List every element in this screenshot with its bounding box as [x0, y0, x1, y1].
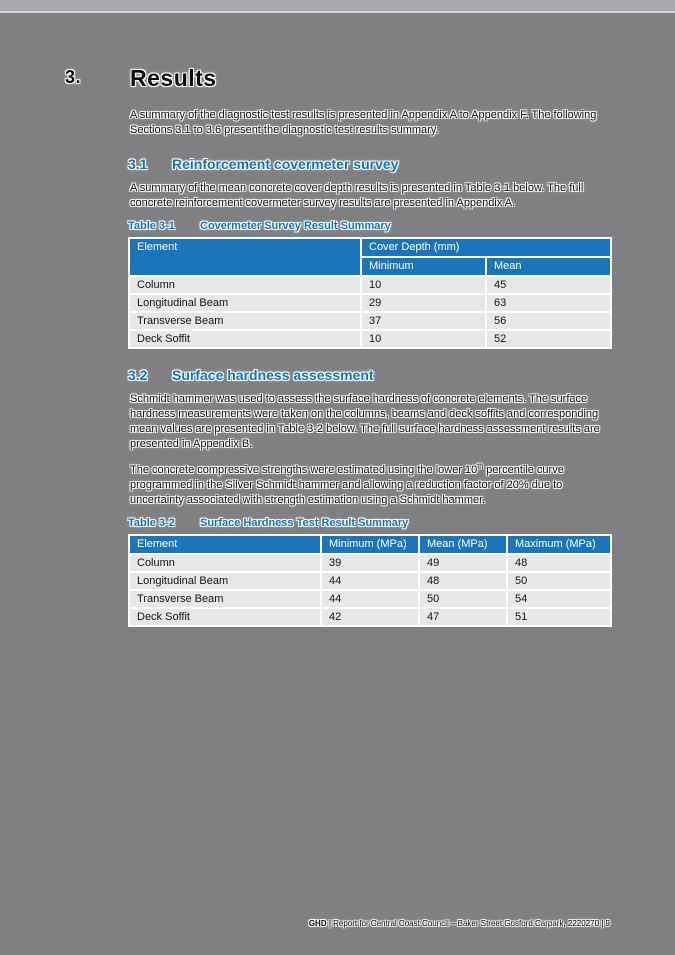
column-header-minimum: Minimum (MPa)	[321, 535, 419, 554]
table-cell: Column	[129, 276, 361, 294]
table-header-row	[129, 238, 611, 257]
table-row	[129, 554, 611, 572]
column-header-element: Element	[129, 238, 361, 276]
table-row	[129, 294, 611, 312]
section-3-2-title: Surface hardness assessment	[172, 367, 374, 383]
surface-hardness-table	[128, 534, 612, 627]
paragraph-text: percentile curve programmed in the Silver Schmidt hammer and allowing a reduction factor of 20% due to uncertainty associated with strength estimation using a Schmidt hammer.	[130, 464, 564, 506]
footer-brand: GHD	[308, 919, 327, 928]
table-cell: 47	[419, 608, 507, 626]
footer-text: | Report for Central Coast Council – Baker Street Gosford Carpark, 2220270 | 9	[326, 919, 610, 928]
table-cell: Deck Soffit	[129, 608, 321, 626]
table-cell: Column	[129, 554, 321, 572]
table-3-2-caption	[128, 517, 610, 529]
table-cell: 37	[361, 312, 486, 330]
section-3-2-heading	[128, 367, 610, 383]
table-3-2-caption-title: Surface Hardness Test Result Summary	[200, 517, 409, 529]
table-cell: 52	[486, 330, 611, 348]
table-cell: 50	[507, 572, 611, 590]
section-3-1-number: 3.1	[128, 156, 148, 172]
section-3-1-paragraph: A summary of the mean concrete cover depth results is presented in Table 3-1 below. The full concrete reinforcement covermeter survey results are presented in Appendix A.	[130, 182, 584, 209]
table-cell: 45	[486, 276, 611, 294]
page-top-strip	[0, 0, 675, 13]
section-3-1-heading	[128, 156, 610, 172]
table-3-1-caption-title: Covermeter Survey Result Summary	[200, 220, 391, 232]
table-cell: 50	[419, 590, 507, 608]
table-3-2-caption-label: Table 3-2	[128, 517, 175, 529]
section-3-2-number: 3.2	[128, 367, 148, 383]
table-header-row	[129, 535, 611, 554]
column-header-element: Element	[129, 535, 321, 554]
table-cell: 54	[507, 590, 611, 608]
table-row	[129, 312, 611, 330]
table-row	[129, 276, 611, 294]
column-header-minimum: Minimum	[361, 257, 486, 276]
table-row	[129, 330, 611, 348]
column-header-mean: Mean	[486, 257, 611, 276]
table-cell: 51	[507, 608, 611, 626]
table-row	[129, 608, 611, 626]
covermeter-survey-table	[128, 237, 612, 349]
ordinal-superscript: th	[477, 463, 484, 471]
table-cell: 56	[486, 312, 611, 330]
table-cell: Longitudinal Beam	[129, 294, 361, 312]
column-header-maximum: Maximum (MPa)	[507, 535, 611, 554]
page-footer	[309, 919, 610, 928]
table-cell: 48	[419, 572, 507, 590]
table-cell: Transverse Beam	[129, 312, 361, 330]
table-row	[129, 590, 611, 608]
chapter-number: 3.	[65, 67, 82, 87]
page-content	[0, 65, 675, 627]
table-3-1-caption-label: Table 3-1	[128, 220, 175, 232]
table-cell: 10	[361, 276, 486, 294]
table-cell: 49	[419, 554, 507, 572]
section-3-1-title: Reinforcement covermeter survey	[172, 156, 399, 172]
section-3-2-paragraph-1: Schmidt hammer was used to assess the surface hardness of concrete elements. The surface hardness measurements were taken on the columns, beams and deck soffits and corresponding mean values are presented in Table 3-2 below. The full surface hardness assessment results are presented in Appendix B.	[130, 393, 600, 450]
table-cell: 63	[486, 294, 611, 312]
table-cell: 44	[321, 572, 419, 590]
table-cell: Longitudinal Beam	[129, 572, 321, 590]
section-3-2-paragraph-2	[130, 463, 610, 508]
table-cell: Deck Soffit	[129, 330, 361, 348]
table-cell: 42	[321, 608, 419, 626]
chapter-title: Results	[130, 65, 217, 91]
table-cell: 48	[507, 554, 611, 572]
table-3-1-caption	[128, 220, 610, 232]
column-header-mean: Mean (MPa)	[419, 535, 507, 554]
chapter-heading	[65, 65, 610, 92]
table-cell: 29	[361, 294, 486, 312]
column-header-cover-depth: Cover Depth (mm)	[361, 238, 611, 257]
table-cell: 44	[321, 590, 419, 608]
table-cell: 10	[361, 330, 486, 348]
paragraph-text: The concrete compressive strengths were estimated using the lower 10	[130, 464, 478, 476]
table-row	[129, 572, 611, 590]
table-cell: Transverse Beam	[129, 590, 321, 608]
chapter-intro-paragraph: A summary of the diagnostic test results is presented in Appendix A to Appendix F. The following Sections 3.1 to 3.6 present the diagnostic test results summary.	[130, 109, 597, 136]
table-cell: 39	[321, 554, 419, 572]
